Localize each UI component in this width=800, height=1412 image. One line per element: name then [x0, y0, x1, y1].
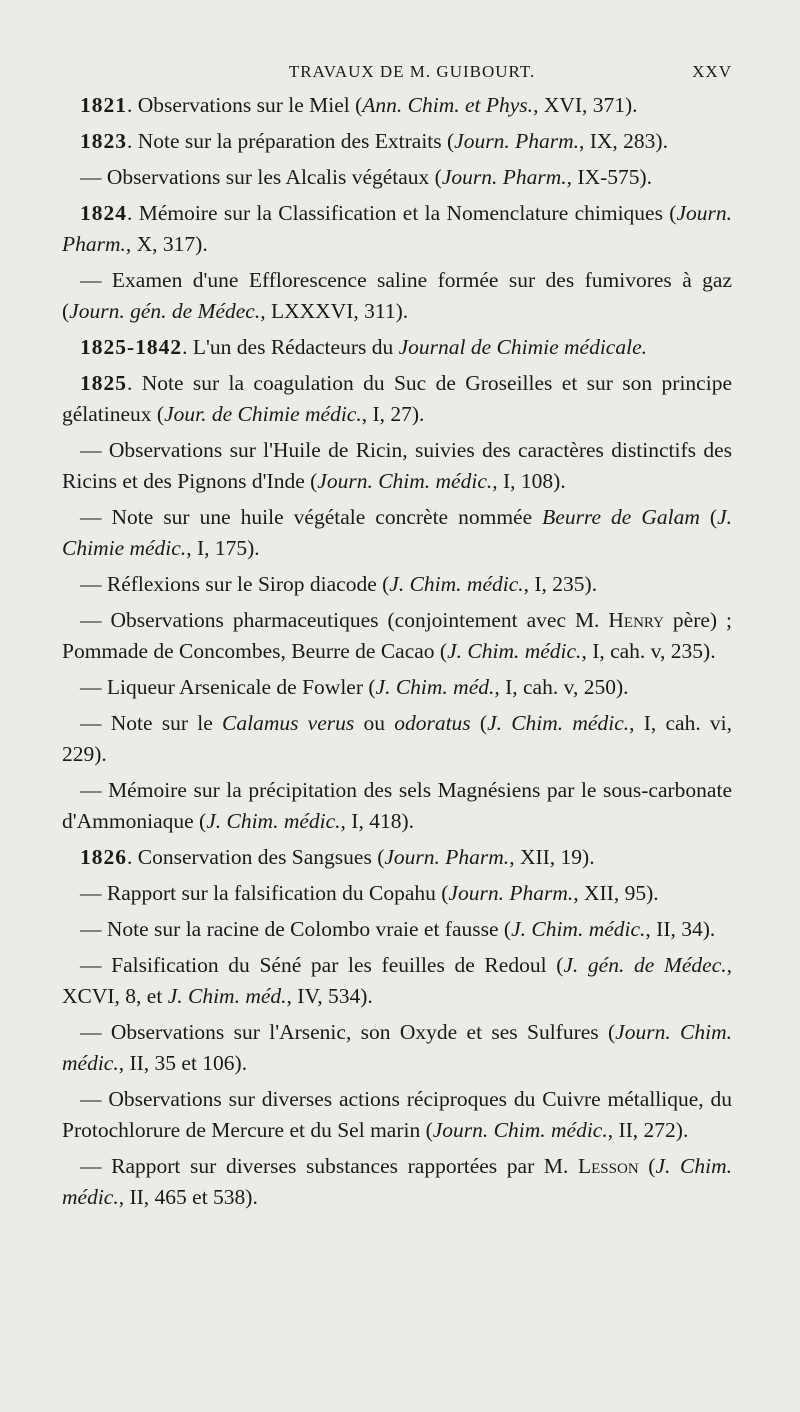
entry-text: — Observations sur l'Arsenic, son Oxyde et ses Sulfures (	[80, 1020, 616, 1044]
entry-text: — Liqueur Arsenicale de Fowler (	[80, 675, 376, 699]
entry-text: — Note sur le	[80, 711, 222, 735]
entry-text: , I, 235).	[523, 572, 598, 596]
entry-text: — Réflexions sur le Sirop diacode (	[80, 572, 390, 596]
entry-text: , II, 35 et 106).	[118, 1051, 248, 1075]
entry-citation-italic: Journ. gén. de Médec.	[69, 299, 261, 323]
entry-text: . L'un des Rédacteurs du	[182, 335, 399, 359]
entry-text: ou	[354, 711, 395, 735]
entry-citation-italic: odoratus	[394, 711, 471, 735]
entry-citation-italic: J. Chim. médic.	[487, 711, 630, 735]
bibliography-entry	[62, 1151, 732, 1213]
entry-year: 1826	[80, 845, 127, 869]
entry-citation-italic: Journal de Chimie médicale.	[398, 335, 647, 359]
entry-text: , XCVI, 8, et	[62, 953, 732, 1008]
entry-citation-italic: Journ. Chim. médic.	[62, 1020, 732, 1075]
entry-citation-italic: J. Chim. médic.	[511, 917, 646, 941]
entry-text: . Observations sur le Miel (	[127, 93, 363, 117]
bibliography-entry	[62, 368, 732, 430]
entry-text: , I, 108).	[492, 469, 566, 493]
bibliography-entry	[62, 265, 732, 327]
entry-text: , I, cah. v, 250).	[494, 675, 629, 699]
running-head	[62, 62, 732, 90]
bibliography-entry	[62, 502, 732, 564]
entry-citation-italic: Journ. Pharm.	[62, 201, 732, 256]
bibliography-entry	[62, 775, 732, 837]
entry-text: . Conservation des Sangsues (	[127, 845, 385, 869]
entry-text: , XVI, 371).	[533, 93, 638, 117]
bibliography-entry	[62, 605, 732, 667]
entry-text: . Note sur la préparation des Extraits (	[127, 129, 455, 153]
entry-year: 1824	[80, 201, 127, 225]
entry-text: , IX, 283).	[578, 129, 668, 153]
entry-text: — Rapport sur diverses substances rapportées par M.	[80, 1154, 579, 1178]
bibliography-entry	[62, 1017, 732, 1079]
bibliography-entry	[62, 914, 732, 945]
entry-year: 1825	[80, 371, 127, 395]
bibliography-entry	[62, 126, 732, 157]
entry-citation-italic: J. Chimie médic.	[62, 505, 732, 560]
entry-text: , XII, 19).	[509, 845, 595, 869]
entry-text: , IX-575).	[566, 165, 653, 189]
entry-text: . Mémoire sur la Classification et la Nomenclature chimiques (	[127, 201, 677, 225]
entry-text: (	[638, 1154, 656, 1178]
entry-person-name: Lesson	[578, 1154, 639, 1178]
entry-citation-italic: J. Chim. méd.	[167, 984, 287, 1008]
bibliography-entry	[62, 708, 732, 770]
entry-text: , II, 465 et 538).	[118, 1185, 258, 1209]
entry-text: , II, 272).	[607, 1118, 689, 1142]
entry-year: 1821	[80, 93, 127, 117]
entry-text: , II, 34).	[645, 917, 716, 941]
page-number: XXV	[692, 62, 732, 81]
entry-text: — Falsification du Séné par les feuilles de Redoul (	[80, 953, 564, 977]
entry-text: , I, cah. v, 235).	[581, 639, 716, 663]
entry-citation-italic: Journ. Pharm.	[448, 881, 574, 905]
bibliography-entry	[62, 878, 732, 909]
entry-text: , XII, 95).	[573, 881, 659, 905]
entry-year: 1823	[80, 129, 127, 153]
entry-text: (	[699, 505, 718, 529]
entry-text: , I, 418).	[340, 809, 414, 833]
bibliography-entry	[62, 332, 732, 363]
entry-citation-italic: Journ. Pharm.	[384, 845, 510, 869]
entry-text: — Note sur la racine de Colombo vraie et fausse (	[80, 917, 512, 941]
entry-text: — Observations pharmaceutiques (conjointement avec M.	[80, 608, 609, 632]
entry-text: (	[470, 711, 488, 735]
entry-text: , I, 27).	[361, 402, 425, 426]
entry-citation-italic: Calamus verus	[222, 711, 355, 735]
entry-text: — Examen d'une Efflorescence saline formée sur des fumivores à gaz (	[62, 268, 732, 323]
entry-text: — Mémoire sur la précipitation des sels Magnésiens par le sous-carbonate d'Ammoniaque (	[62, 778, 732, 833]
entry-citation-italic: J. Chim. médic.	[389, 572, 524, 596]
entry-text: , I, cah. vi, 229).	[62, 711, 733, 766]
entry-citation-italic: Jour. de Chimie médic.	[164, 402, 362, 426]
bibliography-entry	[62, 1084, 732, 1146]
entry-text: . Note sur la coagulation du Suc de Groseilles et sur son principe gélatineux (	[62, 371, 732, 426]
bibliography-list	[62, 90, 732, 1213]
entry-text: , X, 317).	[125, 232, 208, 256]
running-title: TRAVAUX DE M. GUIBOURT.	[288, 62, 536, 81]
entry-citation-italic: J. Chim. médic.	[206, 809, 341, 833]
bibliography-entry	[62, 950, 732, 1012]
entry-text: — Note sur une huile végétale concrète nommée	[80, 505, 543, 529]
entry-text: père) ; Pommade de Concombes, Beurre de Cacao (	[62, 608, 732, 663]
entry-citation-italic: Journ. Chim. médic.	[432, 1118, 608, 1142]
bibliography-entry	[62, 162, 732, 193]
bibliography-entry	[62, 672, 732, 703]
bibliography-entry	[62, 842, 732, 873]
entry-citation-italic: Journ. Pharm.	[441, 165, 567, 189]
entry-citation-italic: Beurre de Galam	[542, 505, 700, 529]
entry-citation-italic: J. Chim. méd.	[375, 675, 495, 699]
entry-year: 1825-1842	[80, 335, 183, 359]
entry-citation-italic: Journ. Chim. médic.	[317, 469, 493, 493]
bibliography-entry	[62, 569, 732, 600]
entry-text: , I, 175).	[186, 536, 260, 560]
bibliography-entry	[62, 90, 732, 121]
entry-citation-italic: J. Chim. médic.	[62, 1154, 732, 1209]
entry-citation-italic: Journ. Pharm.	[454, 129, 579, 153]
entry-person-name: Henry	[608, 608, 664, 632]
bibliography-entry	[62, 198, 732, 260]
entry-citation-italic: J. gén. de Médec.	[563, 953, 727, 977]
entry-text: — Rapport sur la falsification du Copahu (	[80, 881, 449, 905]
entry-text: — Observations sur les Alcalis végétaux (	[80, 165, 442, 189]
entry-text: , LXXXVI, 311).	[260, 299, 409, 323]
entry-citation-italic: Ann. Chim. et Phys.	[362, 93, 534, 117]
entry-citation-italic: J. Chim. médic.	[447, 639, 582, 663]
bibliography-entry	[62, 435, 732, 497]
entry-text: , IV, 534).	[286, 984, 373, 1008]
entry-text: — Observations sur l'Huile de Ricin, suivies des caractères distinctifs des Ricins et des Pignons d'Inde (	[62, 438, 732, 493]
entry-text: — Observations sur diverses actions réciproques du Cuivre métallique, du Protochlorure de Mercure et du Sel marin (	[62, 1087, 732, 1142]
